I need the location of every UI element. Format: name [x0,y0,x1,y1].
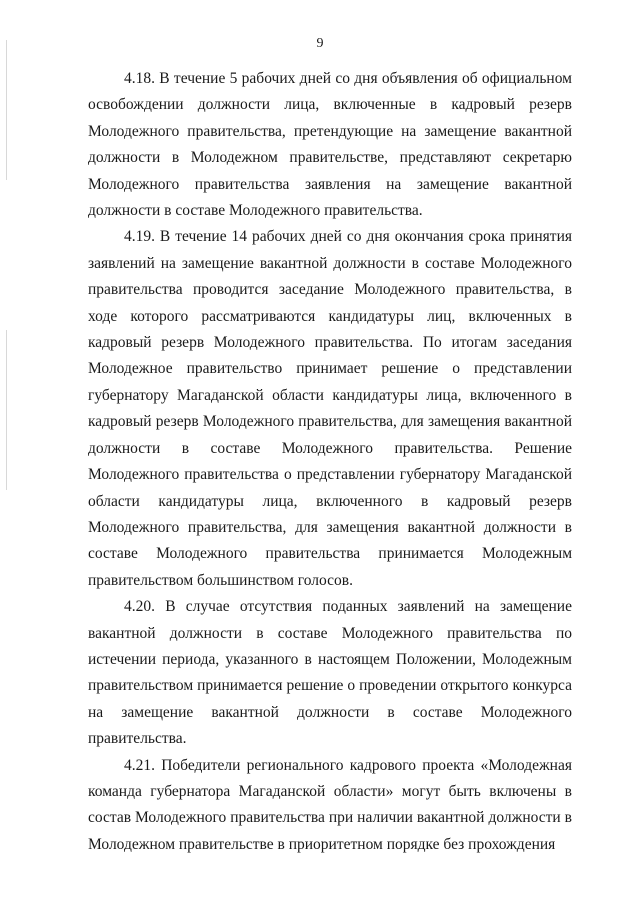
paragraph-4-21: 4.21. Победители регионального кадрового проекта «Молодежная команда губернатора Магаданской области» могут быть включены в состав Молодежного правительства при наличии вакантной должности в Молодежном правительстве в приоритетном порядке без прохождения [88,756,572,853]
scan-margin-line [6,40,7,180]
document-body [88,66,572,858]
paragraph-4-19: 4.19. В течение 14 рабочих дней со дня окончания срока принятия заявлений на замещение вакантной должности в составе Молодежного правительства проводится заседание Молодежного правительства, в ходе которого рассматриваются кандидатуры лиц, включенных в кадровый резерв Молодежного правительства. По итогам заседания Молодежное правительство принимает решение о представлении губернатору Магаданской области кандидатуры лица, включенного в кадровый резерв Молодежного правительства, для замещения вакантной должности в составе Молодежного правительства. Решение Молодежного правительства о представлении губернатору Магаданской области кандидатуры лица, включенного в кадровый резерв Молодежного правительства, для замещения вакантной должности в составе Молодежного правительства принимается Молодежным правительством большинством голосов. [88,228,572,589]
scan-margin-line [6,330,7,490]
paragraph-4-18: 4.18. В течение 5 рабочих дней со дня объявления об официальном освобождении должности лица, включенные в кадровый резерв Молодежного правительства, претендующие на замещение вакантной должности в Молодежном правительстве, представляют секретарю Молодежного правительства заявления на замещение вакантной должности в составе Молодежного правительства. [88,70,572,220]
paragraph-4-20: 4.20. В случае отсутствия поданных заявлений на замещение вакантной должности в составе Молодежного правительства по истечении периода, указанного в настоящем Положении, Молодежным правительством принимается решение о проведении открытого конкурса на замещение вакантной должности в составе Молодежного правительства. [88,598,572,748]
page-number: 9 [316,36,324,51]
